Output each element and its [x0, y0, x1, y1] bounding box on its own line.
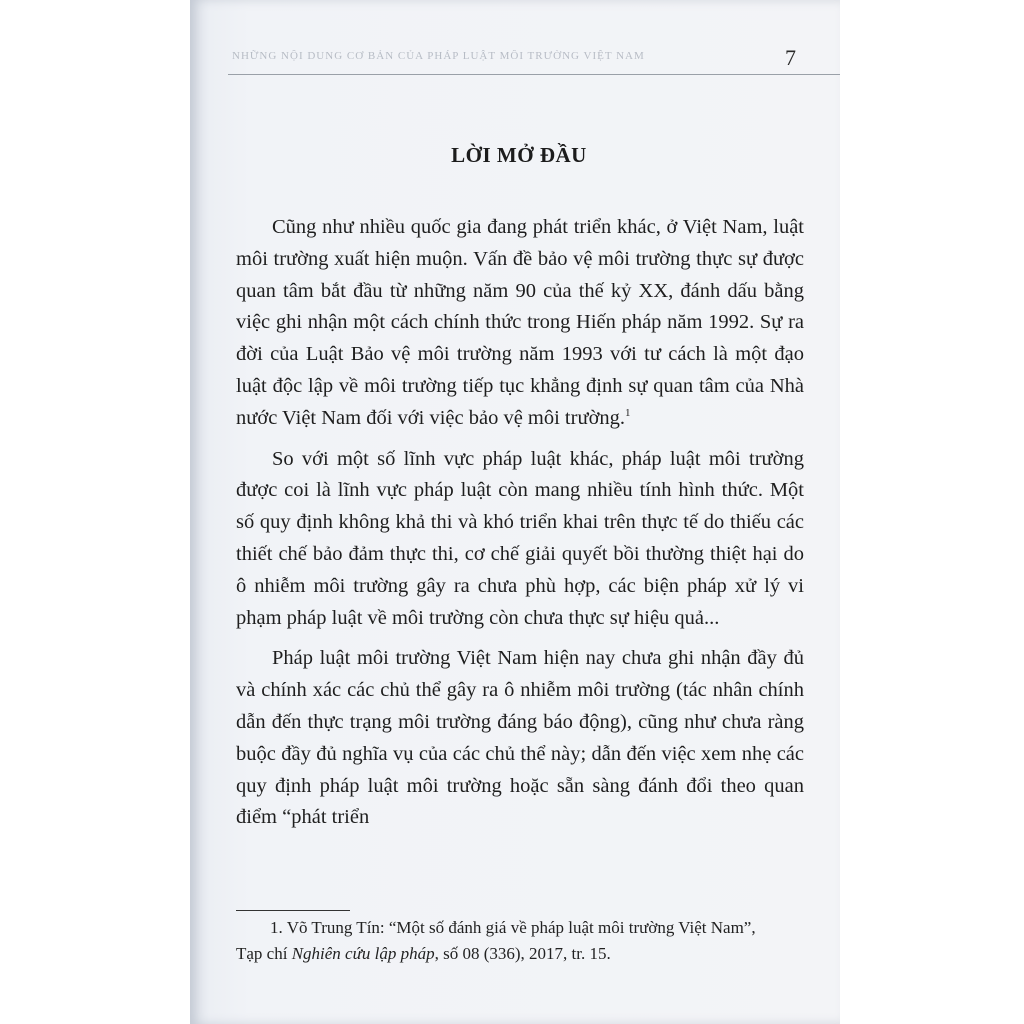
paragraph-1 — [236, 212, 804, 435]
paragraph-2: So với một số lĩnh vực pháp luật khác, pháp luật môi trường được coi là lĩnh vực pháp luật còn mang nhiều tính hình thức. Một số quy định không khả thi và khó triển khai trên thực tế do thiếu các thiết chế bảo đảm thực thi, cơ chế giải quyết bồi thường thiệt hại do ô nhiễm môi trường gây ra chưa phù hợp, các biện pháp xử lý vi phạm pháp luật về môi trường còn chưa thực sự hiệu quả... — [236, 447, 804, 629]
footnote-ref: 1 — [625, 406, 631, 419]
paragraph-1-text: Cũng như nhiều quốc gia đang phát triển khác, ở Việt Nam, luật môi trường xuất hiện muộn. Vấn đề bảo vệ môi trường thực sự được quan tâm bắt đầu từ những năm 90 của thế kỷ XX, đánh dấu bằng việc ghi nhận một cách chính thức trong Hiến pháp năm 1992. Sự ra đời của Luật Bảo vệ môi trường năm 1993 với tư cách là một đạo luật độc lập về môi trường tiếp tục khẳng định sự quan tâm của Nhà nước Việt Nam đối với việc bảo vệ môi trường. — [236, 216, 804, 429]
footnote-line-1: 1. Võ Trung Tín: “Một số đánh giá về pháp luật môi trường Việt Nam”, — [270, 918, 756, 937]
footnote-prefix: Tạp chí — [236, 944, 292, 963]
paragraph-3: Pháp luật môi trường Việt Nam hiện nay chưa ghi nhận đầy đủ và chính xác các chủ thể gây ra ô nhiễm môi trường (tác nhân chính dẫn đến thực trạng môi trường đáng báo động), cũng như chưa ràng buộc đầy đủ nghĩa vụ của các chủ thể này; dẫn đến việc xem nhẹ các quy định pháp luật môi trường hoặc sẵn sàng đánh đổi theo quan điểm “phát triển — [236, 647, 804, 829]
footnote-journal: Nghiên cứu lập pháp — [291, 944, 435, 963]
chapter-title: LỜI MỞ ĐẦU — [451, 143, 587, 167]
body-text — [236, 212, 804, 843]
footnote-suffix: , số 08 (336), 2017, tr. 15. — [434, 944, 611, 963]
running-head: NHỮNG NỘI DUNG CƠ BẢN CỦA PHÁP LUẬT MÔI TRƯỜNG VIỆT NAM — [232, 50, 645, 62]
footnote-rule — [236, 910, 350, 911]
footnote — [236, 915, 804, 967]
header-rule — [228, 74, 840, 75]
page-number: 7 — [785, 45, 796, 70]
footnote-line-2 — [236, 941, 804, 967]
